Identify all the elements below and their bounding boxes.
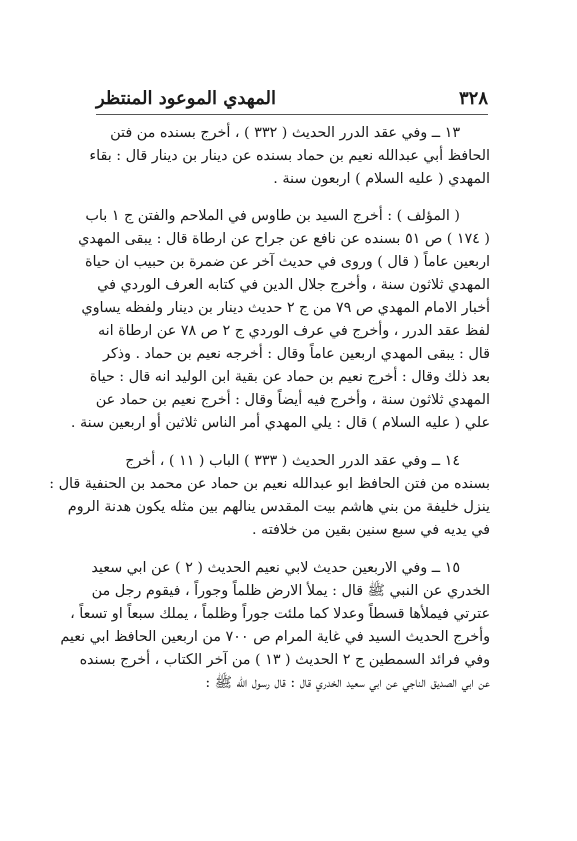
text-line: عن ابي الصديق الناجي عن ابي سعيد الخدري قال : قال رسول الله ﷺ : bbox=[205, 675, 490, 691]
text-line: ١٣ ــ وفي عقد الدرر الحديث ( ٣٣٢ ) ، أخرج بسنده من فتن bbox=[110, 125, 460, 141]
text-line: في يديه في سبع سنين بقين من خلافته . bbox=[251, 522, 490, 538]
paragraph-15 bbox=[60, 557, 490, 695]
text-line: وفي فرائد السمطين ج ٢ الحديث ( ١٣ ) من آخر الكتاب ، أخرج بسنده bbox=[79, 652, 490, 668]
text-line: الحافظ أبي عبدالله نعيم بن حماد بسنده عن دينار بن دينار قال : بقاء bbox=[89, 148, 490, 164]
text-line: اربعين عاماً ( قال ) وروى في حديث آخر عن ضمرة بن حبيب ان حياة bbox=[85, 254, 490, 270]
header-divider bbox=[96, 114, 488, 115]
paragraph-14 bbox=[49, 450, 490, 542]
text-line: لفظ عقد الدرر ، وأخرج في عرف الوردي ج ٢ ص ٧٨ عن ارطاة انه bbox=[98, 323, 490, 339]
text-line: أخبار الامام المهدي ص ٧٩ من ج ٢ حديث دينار بن دينار ولفظه يساوي bbox=[81, 300, 490, 316]
text-line: وأخرج الحديث السيد في غاية المرام ص ٧٠٠ من اربعين الحافظ ابي نعيم bbox=[60, 629, 490, 645]
text-line: قال : يبقى المهدي اربعين عاماً وقال : أخرجه نعيم بن حماد . وذكر bbox=[102, 346, 490, 362]
text-line: بعد ذلك وقال : أخرج نعيم بن حماد عن بقية ابن الوليد انه قال : حياة bbox=[89, 369, 490, 385]
page-number: ٣٢٨ bbox=[458, 88, 488, 109]
text-line: الخدري عن النبي ﷺ قال : يملأ الارض ظلماً وجوراً ، فيقوم رجل من bbox=[91, 583, 490, 599]
text-line: المهدي ثلاثون سنة ، وأخرج فيه أيضاً وقال : أخرج نعيم بن حماد عن bbox=[95, 392, 490, 408]
body-text bbox=[49, 120, 490, 695]
text-line: بسنده من فتن الحافظ ابو عبدالله نعيم بن حماد عن محمد بن الحنفية قال : bbox=[49, 476, 490, 492]
text-line: ينزل خليفة من بني هاشم بيت المقدس ينالهم بين مثله يكون هدنة الروم bbox=[67, 499, 490, 515]
running-title: المهدي الموعود المنتظر bbox=[96, 88, 276, 109]
paragraph-13 bbox=[89, 122, 490, 191]
text-line: المهدي ( عليه السلام ) اربعون سنة . bbox=[273, 171, 490, 187]
text-line: ١٤ ــ وفي عقد الدرر الحديث ( ٣٣٣ ) الباب ( ١١ ) ، أخرج bbox=[125, 453, 460, 469]
page-header bbox=[96, 84, 488, 114]
text-line: عترتي فيملأها قسطاً وعدلا كما ملئت جوراً وظلماً ، يملك سبعاً او تسعاً ، bbox=[70, 606, 490, 622]
paragraph-author-note bbox=[70, 205, 490, 435]
text-line: ( ١٧٤ ) ص ٥١ بسنده عن نافع عن جراح عن ارطاة قال : يبقى المهدي bbox=[78, 231, 490, 247]
text-line: المهدي ثلاثون سنة ، وأخرج جلال الدين في كتابه العرف الوردي في bbox=[97, 277, 490, 293]
text-line: ( المؤلف ) : أخرج السيد بن طاوس في الملاحم والفتن ج ١ باب bbox=[85, 208, 460, 224]
text-line: علي ( عليه السلام ) قال : يلي المهدي أمر الناس ثلاثين أو اربعين سنة . bbox=[70, 415, 490, 431]
text-line: ١٥ ــ وفي الاربعين حديث لابي نعيم الحديث ( ٢ ) عن ابي سعيد bbox=[91, 560, 460, 576]
